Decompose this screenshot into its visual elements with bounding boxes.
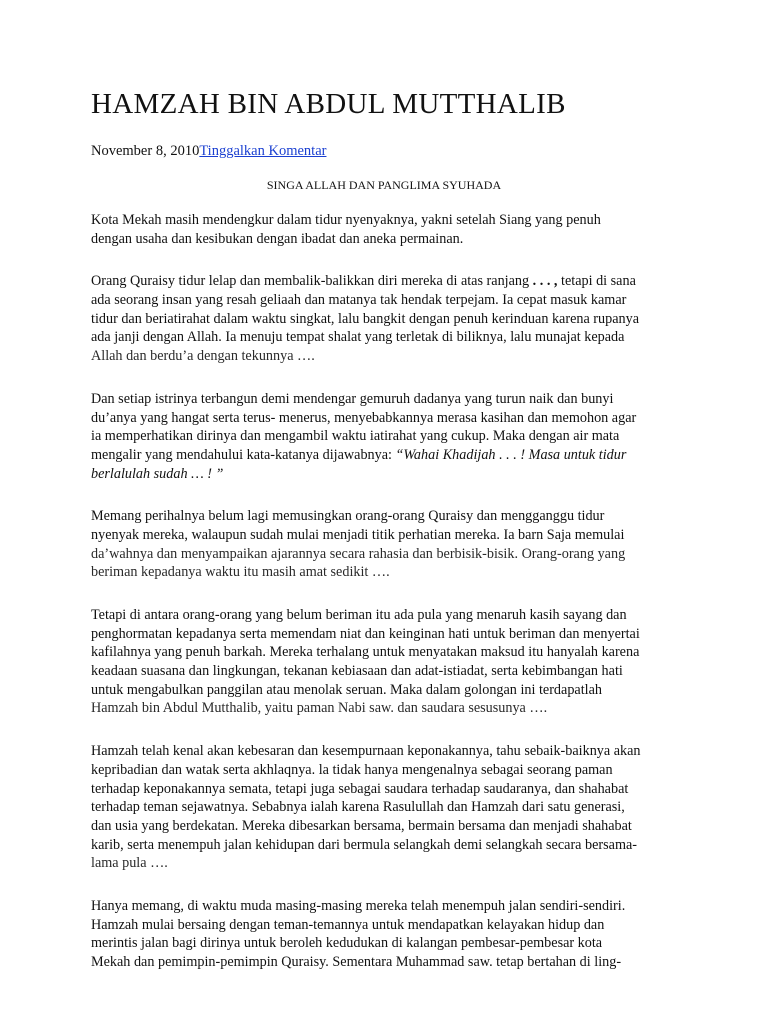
leave-comment-link[interactable]: Tinggalkan Komentar	[199, 143, 327, 159]
paragraph-line: Hamzah telah kenal akan kebesaran dan kesempurnaan keponakannya, tahu sebaik-baiknya akan	[91, 743, 641, 760]
paragraph-line: ada janji dengan Allah. Ia menuju tempat shalat yang terletak di biliknya, lalu munajat kepada	[91, 329, 625, 346]
line-segment: mengalir yang mendahului kata-katanya dijawabnya:	[91, 446, 396, 463]
paragraph-line: dan usia yang berdekatan. Mereka dibesarkan bersama, bermain bersama dan menjadi shahabat	[91, 817, 632, 834]
article-meta	[91, 143, 326, 160]
paragraph-line: ia memperhatikan dirinya dan mengambil waktu iatirahat yang cukup. Maka dengan air mata	[91, 428, 620, 445]
paragraph-line: Mekah dan pemimpin-pemimpin Quraisy. Sementara Muhammad saw. tetap bertahan di ling-	[91, 954, 622, 970]
paragraph-3	[91, 390, 691, 483]
line-segment: tetapi di sana	[561, 273, 636, 290]
italic-quote: “Wahai Khadijah . . . ! Masa untuk tidur	[395, 446, 627, 463]
article-subtitle: SINGA ALLAH DAN PANGLIMA SYUHADA	[266, 178, 502, 192]
paragraph-1	[91, 211, 691, 248]
paragraph-line: beriman kepadanya waktu itu masih amat sedikit ….	[91, 564, 390, 581]
paragraph-2	[91, 272, 691, 365]
paragraph-line: Dan setiap istrinya terbangun demi mendengar gemuruh dadanya yang turun naik dan bunyi	[91, 390, 614, 407]
paragraph-line: Memang perihalnya belum lagi memusingkan orang-orang Quraisy dan mengganggu tidur	[91, 508, 605, 525]
article-body	[91, 211, 691, 996]
paragraph-line: du’anya yang hangat serta terus- menerus, menyebabkannya merasa kasihan dan memohon agar	[91, 409, 637, 426]
paragraph-line: kafilahnya yang penuh barkah. Mereka terhalang untuk menyatakan maksud itu hanyalah karena	[91, 644, 640, 661]
paragraph-line	[91, 272, 691, 291]
paragraph-line: nyenyak mereka, walaupun sudah mulai menjadi titik perhatian mereka. Ia barn Saja memulai	[91, 526, 625, 543]
paragraph-line: keadaan suasana dan lingkungan, tekanan kebiasaan dan adat-istiadat, serta kebimbangan hati	[91, 663, 623, 680]
paragraph-line: ada seorang insan yang resah geliaah dan matanya tak hendak terpejam. Ia cepat masuk kamar	[91, 292, 627, 309]
paragraph-7	[91, 897, 691, 972]
paragraph-4	[91, 507, 691, 582]
paragraph-line: terhadap keponakannya semata, tetapi juga sebagai saudara terhadap saudaranya, dan shahabat	[91, 780, 629, 797]
publish-date: November 8, 2010	[91, 143, 200, 159]
paragraph-line: terhadap teman sejawatnya. Sebabnya ialah karena Rasulullah dan Hamzah dari satu generasi,	[91, 799, 625, 816]
paragraph-line: lama pula ….	[91, 855, 168, 872]
paragraph-line	[91, 446, 691, 465]
paragraph-line: merintis jalan bagi dirinya untuk beroleh kedudukan di kalangan pembesar-pembesar kota	[91, 935, 603, 952]
paragraph-line: Hamzah mulai bersaing dengan teman-temannya untuk mendapatkan kelayakan hidup dan	[91, 916, 605, 933]
paragraph-line: kepribadian dan watak serta akhlaqnya. la tidak hanya mengenalnya sebagai seorang paman	[91, 761, 613, 778]
paragraph-line: penghormatan kepadanya serta memendam niat dan keinginan hati untuk beriman dan menyertai	[91, 625, 640, 642]
paragraph-5	[91, 606, 691, 718]
paragraph-line: Hanya memang, di waktu muda masing-masing mereka telah menempuh jalan sendiri-sendiri.	[91, 897, 626, 914]
paragraph-6	[91, 742, 691, 873]
line-segment: Orang Quraisy tidur lelap dan membalik-balikkan diri mereka di atas ranjang	[91, 273, 530, 290]
paragraph-line: untuk mengabulkan panggilan atau menolak seruan. Maka dalam golongan ini terdapatlah	[91, 681, 602, 698]
paragraph-line: Allah dan berdu’a dengan tekunnya ….	[91, 348, 315, 365]
paragraph-line: karib, serta menempuh jalan kehidupan dari bermula selangkah demi selangkah secara bersama-	[91, 836, 637, 853]
paragraph-line: Kota Mekah masih mendengkur dalam tidur nyenyaknya, yakni setelah Siang yang penuh	[91, 212, 601, 228]
paragraph-line: Tetapi di antara orang-orang yang belum beriman itu ada pula yang menaruh kasih sayang dan	[91, 607, 627, 623]
paragraph-line: dengan usaha dan kesibukan dengan ibadat dan aneka permainan.	[91, 230, 464, 247]
italic-quote-line: berlalulah sudah … ! ”	[91, 465, 224, 482]
paragraph-line: tidur dan beriatirahat dalam waktu singkat, lalu bangkit dengan penuh kerinduan karena rupanya	[91, 310, 639, 327]
bold-ellipsis: . . . ,	[532, 273, 558, 290]
paragraph-line: Hamzah bin Abdul Mutthalib, yaitu paman Nabi saw. dan saudara sesusunya ….	[91, 700, 548, 717]
article-title: HAMZAH BIN ABDUL MUTTHALIB	[91, 88, 566, 120]
paragraph-line: da’wahnya dan menyampaikan ajarannya secara rahasia dan berbisik-bisik. Orang-orang yang	[91, 545, 626, 562]
